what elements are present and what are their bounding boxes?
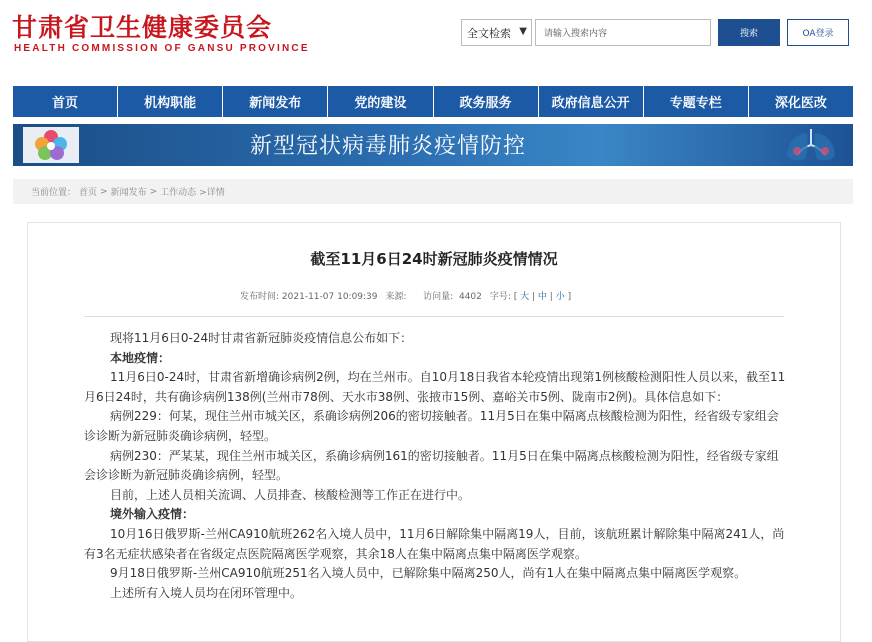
nav-item-disclosure[interactable]: 政府信息公开 [539, 86, 644, 117]
article-paragraph: 11月6日0-24时，甘肃省新增确诊病例2例，均在兰州市。自10月18日我省本轮疫情出现第1例核酸检测阳性人员以来，截至11月6日24时，共有确诊病例138例(兰州市78例、天水市38例、张掖市15例、嘉峪关市5例、陇南市2例)。具体信息如下： [84, 370, 786, 404]
breadcrumb-work[interactable]: 工作动态 [160, 188, 197, 198]
breadcrumb-separator: > [149, 186, 158, 197]
nav-item-home[interactable]: 首页 [13, 86, 118, 117]
views-label: 访问量: [423, 292, 454, 302]
publish-time: 2021-11-07 10:09:39 [281, 292, 378, 302]
article-paragraph: 上述所有入境人员均在闭环管理中。 [110, 585, 303, 600]
breadcrumb-label: 当前位置： [31, 188, 77, 198]
search-input[interactable] [535, 19, 711, 46]
font-small-link[interactable]: 小 [555, 292, 565, 302]
publish-label: 发布时间: [240, 292, 280, 302]
article-paragraph: 现将11月6日0-24时甘肃省新冠肺炎疫情信息公布如下： [110, 331, 413, 345]
fontsize-label: 字号: [489, 292, 511, 302]
article-paragraph: 9月18日俄罗斯-兰州CA910航班251名入境人员中，已解除集中隔离250人，尚有1人在集中隔离点集中隔离医学观察。 [110, 566, 747, 581]
banner-title: 新型冠状病毒肺炎疫情防控 [250, 134, 527, 159]
breadcrumb-home[interactable]: 首页 [79, 188, 98, 198]
chevron-down-icon: ▼ [519, 26, 527, 37]
breadcrumb-detail: >详情 [199, 188, 225, 198]
section-heading-local: 本地疫情： [110, 350, 171, 365]
article-meta: 发布时间: 2021-11-07 10:09:39 来源: 访问量: 4402 字号: [ 大 | 中 | 小 ] [240, 289, 571, 302]
site-logo-en: HEALTH COMMISSION OF GANSU PROVINCE [14, 43, 310, 54]
source-label: 来源: [385, 292, 407, 302]
breadcrumb-news[interactable]: 新闻发布 [110, 188, 147, 198]
article-title: 截至11月6日24时新冠肺炎疫情情况 [310, 250, 558, 268]
flower-logo-icon [23, 127, 79, 163]
nav-item-institutions[interactable]: 机构职能 [118, 86, 223, 117]
article-body [84, 329, 786, 603]
article-paragraph: 10月16日俄罗斯-兰州CA910航班262名入境人员中，11月6日解除集中隔离19人，目前，该航班累计解除集中隔离241人，尚有3名无症状感染者在省级定点医院隔离医学观察，其余18人在集中隔离点集中隔离医学观察。 [84, 526, 785, 561]
font-large-link[interactable]: 大 [520, 292, 530, 302]
search-placeholder: 请输入搜索内容 [544, 29, 608, 39]
nav-item-topics[interactable]: 专题专栏 [644, 86, 749, 117]
nav-item-services[interactable]: 政务服务 [434, 86, 539, 117]
site-header [0, 0, 872, 86]
font-medium-link[interactable]: 中 [537, 292, 547, 302]
nav-item-reform[interactable]: 深化医改 [774, 96, 827, 111]
article-paragraph: 病例230：严某某，现住兰州市城关区，系确诊病例161的密切接触者。11月5日在集中隔离点核酸检测为阳性，经省级专家组会诊诊断为新冠肺炎确诊病例，轻型。 [84, 448, 779, 483]
nav-item-news[interactable]: 新闻发布 [223, 86, 328, 117]
article-paragraph: 病例229：何某，现住兰州市城关区，系确诊病例206的密切接触者。11月5日在集中隔离点核酸检测为阳性，经省级专家组会诊诊断为新冠肺炎确诊病例，轻型。 [84, 409, 779, 443]
covid-banner[interactable] [13, 124, 853, 166]
search-button[interactable]: 搜索 [718, 19, 780, 46]
search-scope-value: 全文检索 [467, 26, 511, 40]
lungs-icon [777, 125, 847, 165]
nav-item-party[interactable]: 党的建设 [328, 86, 433, 117]
breadcrumb [13, 179, 853, 204]
breadcrumb-separator: > [100, 186, 108, 197]
main-nav [13, 86, 853, 117]
article-paragraph: 目前，上述人员相关流调、人员排查、核酸检测等工作正在进行中。 [110, 487, 471, 502]
site-logo-cn[interactable]: 甘肃省卫生健康委员会 [12, 13, 273, 42]
views-count: 4402 [458, 292, 482, 302]
section-heading-imported: 境外输入疫情： [110, 507, 195, 522]
article-panel [27, 222, 841, 642]
oa-login-button[interactable]: OA登录 [787, 19, 849, 46]
title-divider [84, 316, 784, 317]
search-scope-select[interactable] [461, 19, 532, 46]
